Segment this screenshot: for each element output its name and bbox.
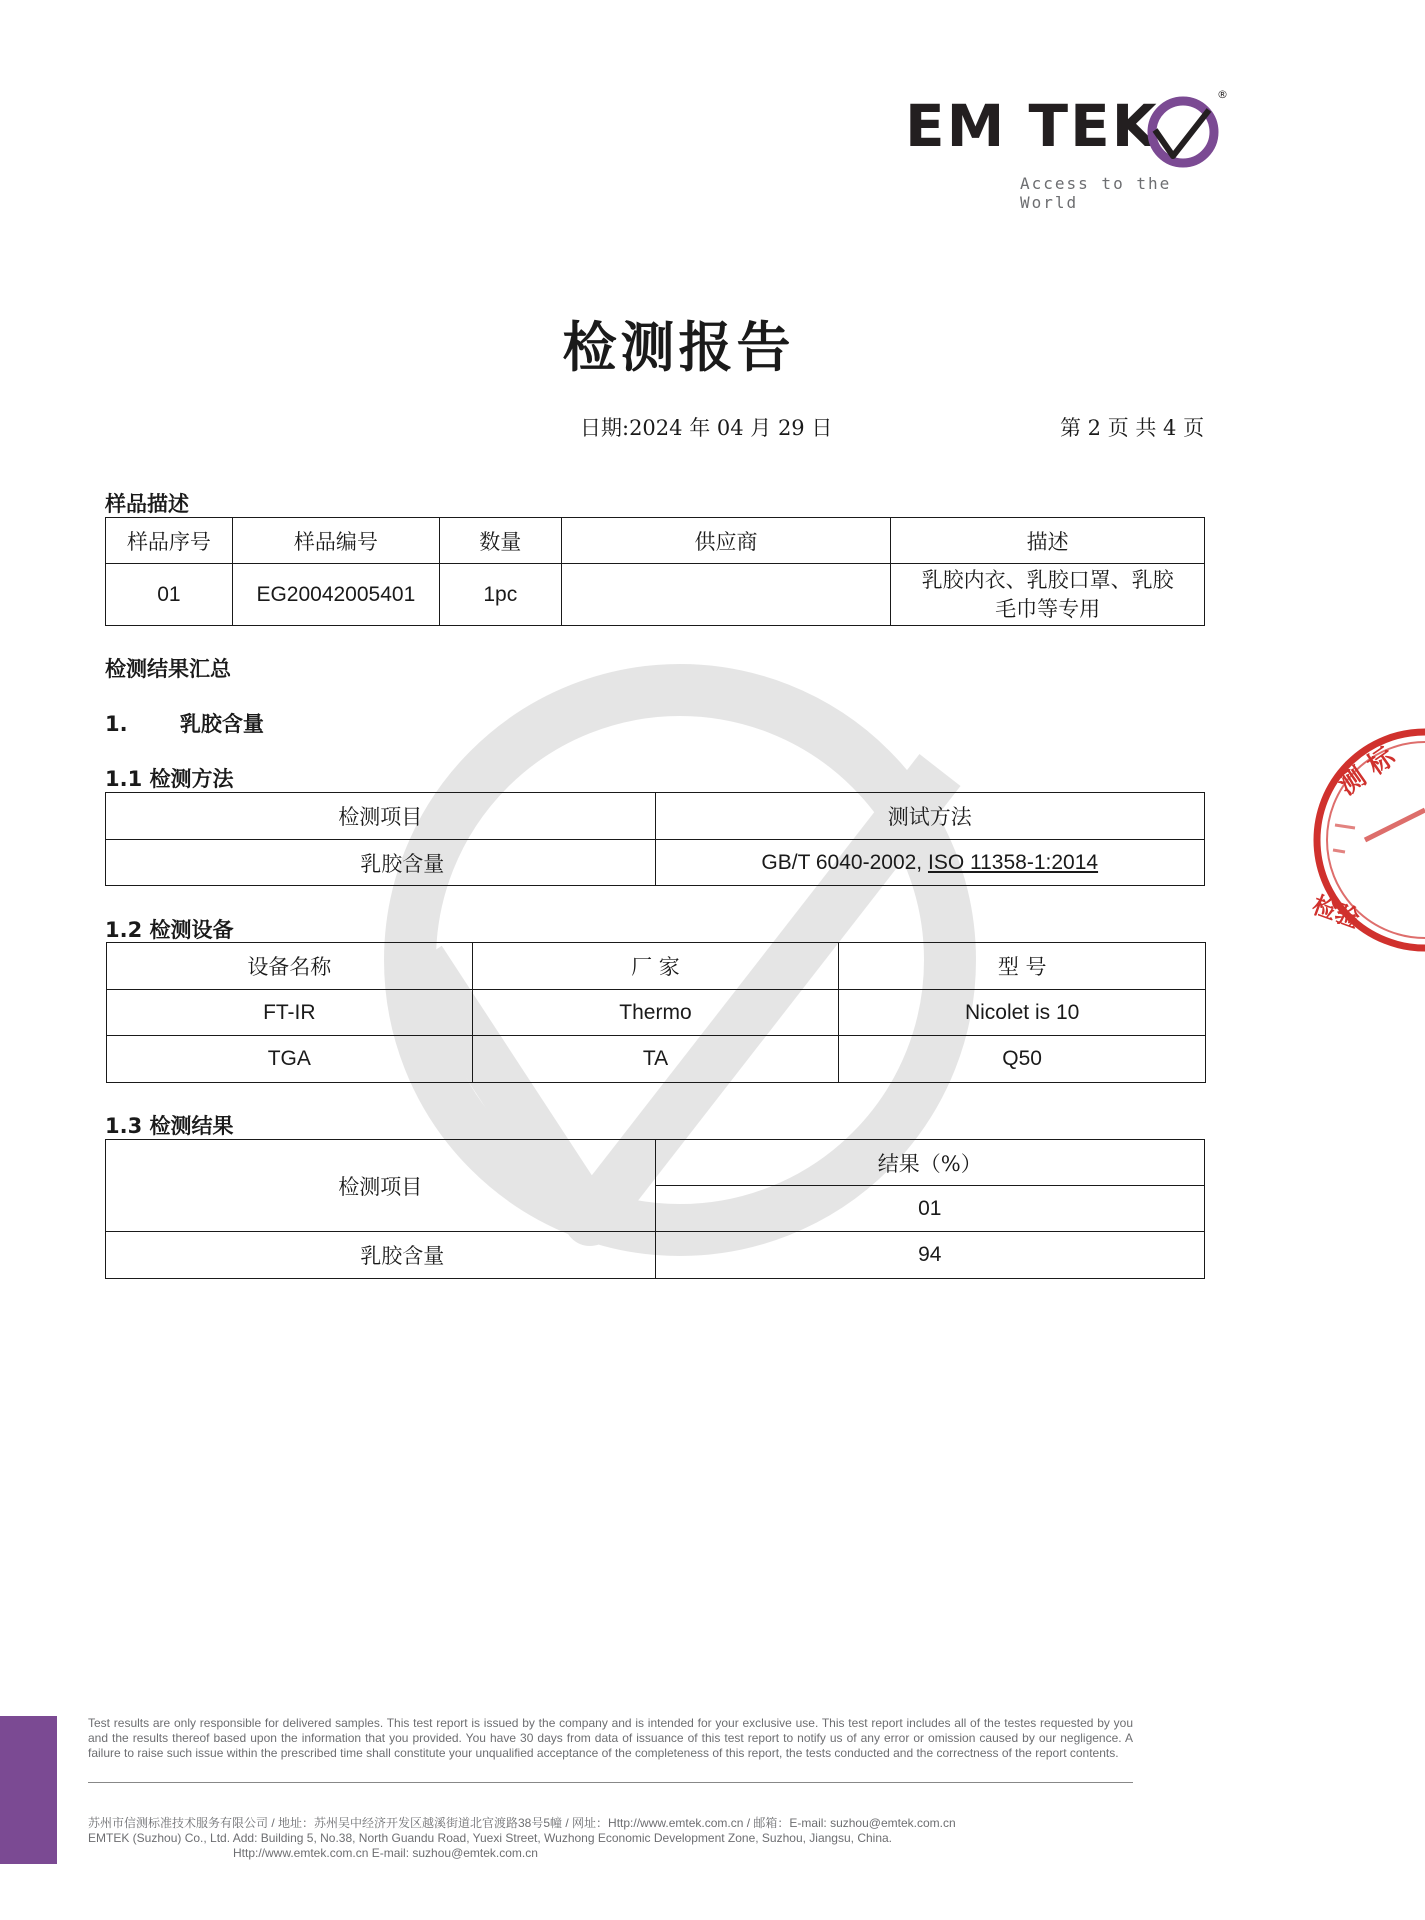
logo-tagline: Access to the World — [1020, 174, 1172, 212]
header-cell: 结果（%） — [655, 1140, 1205, 1186]
result-item-cell: 乳胶含量 — [106, 1232, 656, 1279]
header-cell: 型 号 — [839, 943, 1206, 990]
address-line-web: Http://www.emtek.com.cn E-mail: suzhou@emtek.com.cn — [233, 1846, 538, 1860]
standard-iso: ISO 11358-1:2014 — [927, 850, 1099, 874]
method-item-cell: 乳胶含量 — [106, 840, 656, 886]
method-standard-cell — [655, 840, 1205, 886]
report-date: 日期:2024 年 04 月 29 日 — [580, 416, 833, 440]
method-table — [105, 792, 1205, 886]
summary-heading: 检测结果汇总 — [105, 656, 231, 681]
address-line-en: EMTEK (Suzhou) Co., Ltd. Add: Building 5, No.38, North Guandu Road, Yuexi Street, Wuzhong Economic Development Zone, Suzhou, Jiangsu, China. — [88, 1831, 893, 1845]
footer-disclaimer: Test results are only responsible for delivered samples. This test report is issued by the company and is intended for your exclusive use. This test report includes all of the testes requested by you and the results thereof based upon the information that you provided. You have 30 days from data of issuance of this test report to notify us of any error or omission caused by our negligence. A failure to raise such issue within the prescribed time shall constitute your unqualified acceptance of the completeness of this report, the tests conducted and the correctness of the report contents. — [88, 1716, 1133, 1760]
table-cell: Thermo — [472, 990, 839, 1036]
stamp-text-bottom: 检验 — [1308, 889, 1364, 934]
emtek-logo — [905, 88, 1228, 212]
table-row — [107, 1036, 1206, 1083]
table-row — [106, 518, 1205, 564]
table-row — [106, 1232, 1205, 1279]
section-title: 检测结果 — [149, 1113, 234, 1138]
description-cell — [891, 564, 1205, 626]
stamp-text-top: 测 标 — [1333, 741, 1401, 802]
header-cell: 供应商 — [561, 518, 891, 564]
footer-divider — [88, 1782, 1133, 1783]
results-heading — [105, 1110, 234, 1140]
supplier-cell — [561, 564, 891, 626]
section-number: 1. — [105, 712, 128, 736]
report-title: 检测报告 — [562, 315, 795, 379]
table-row — [106, 840, 1205, 886]
summary-item — [105, 708, 264, 738]
equipment-heading — [105, 914, 234, 944]
address-line-cn: 苏州市信测标准技术服务有限公司 / 地址：苏州吴中经济开发区越溪街道北官渡路38号5幢 / 网址：Http://www.emtek.com.cn / 邮箱：E-mail: suzhou@emtek.com.cn — [88, 1816, 956, 1830]
sample-heading: 样品描述 — [105, 491, 189, 516]
table-cell: FT-IR — [107, 990, 473, 1036]
description-line: 毛巾等专用 — [995, 596, 1101, 621]
section-title: 检测方法 — [149, 766, 234, 791]
method-heading — [105, 763, 234, 793]
header-cell: 测试方法 — [655, 793, 1205, 840]
sample-no-cell: 01 — [106, 564, 233, 626]
table-cell: Q50 — [839, 1036, 1206, 1083]
header-cell: 描述 — [891, 518, 1205, 564]
table-cell: TA — [472, 1036, 839, 1083]
equipment-table — [106, 942, 1206, 1083]
emtek-check-circle-icon — [1145, 94, 1221, 170]
header-cell: 数量 — [439, 518, 561, 564]
sample-code-cell: EG20042005401 — [232, 564, 439, 626]
red-seal-stamp — [1305, 720, 1425, 960]
header-cell: 样品编号 — [232, 518, 439, 564]
registered-mark: ® — [1217, 88, 1228, 101]
header-cell: 设备名称 — [107, 943, 473, 990]
standard-gbt: GB/T 6040-2002, — [761, 850, 928, 874]
header-cell: 样品序号 — [106, 518, 233, 564]
table-row — [106, 564, 1205, 626]
table-row — [106, 793, 1205, 840]
footer-address — [88, 1816, 1148, 1861]
header-cell: 检测项目 — [106, 793, 656, 840]
sample-qty-cell: 1pc — [439, 564, 561, 626]
section-number: 1.1 — [105, 767, 143, 791]
table-row — [107, 990, 1206, 1036]
header-cell: 厂 家 — [472, 943, 839, 990]
header-cell: 检测项目 — [106, 1140, 656, 1232]
sample-no-cell: 01 — [655, 1186, 1205, 1232]
results-table — [105, 1139, 1205, 1279]
result-value-cell: 94 — [655, 1232, 1205, 1279]
section-number: 1.3 — [105, 1114, 143, 1138]
logo-wordmark: EM TEK — [905, 92, 1159, 160]
table-cell: Nicolet is 10 — [839, 990, 1206, 1036]
section-title: 检测设备 — [149, 917, 234, 942]
sample-table — [105, 517, 1205, 626]
description-line: 乳胶内衣、乳胶口罩、乳胶 — [921, 567, 1174, 592]
section-number: 1.2 — [105, 918, 143, 942]
table-row — [106, 1140, 1205, 1186]
section-title: 乳胶含量 — [179, 711, 264, 736]
table-cell: TGA — [107, 1036, 473, 1083]
footer-accent-bar — [0, 1716, 57, 1864]
table-row — [107, 943, 1206, 990]
page-number: 第 2 页 共 4 页 — [1060, 416, 1205, 440]
